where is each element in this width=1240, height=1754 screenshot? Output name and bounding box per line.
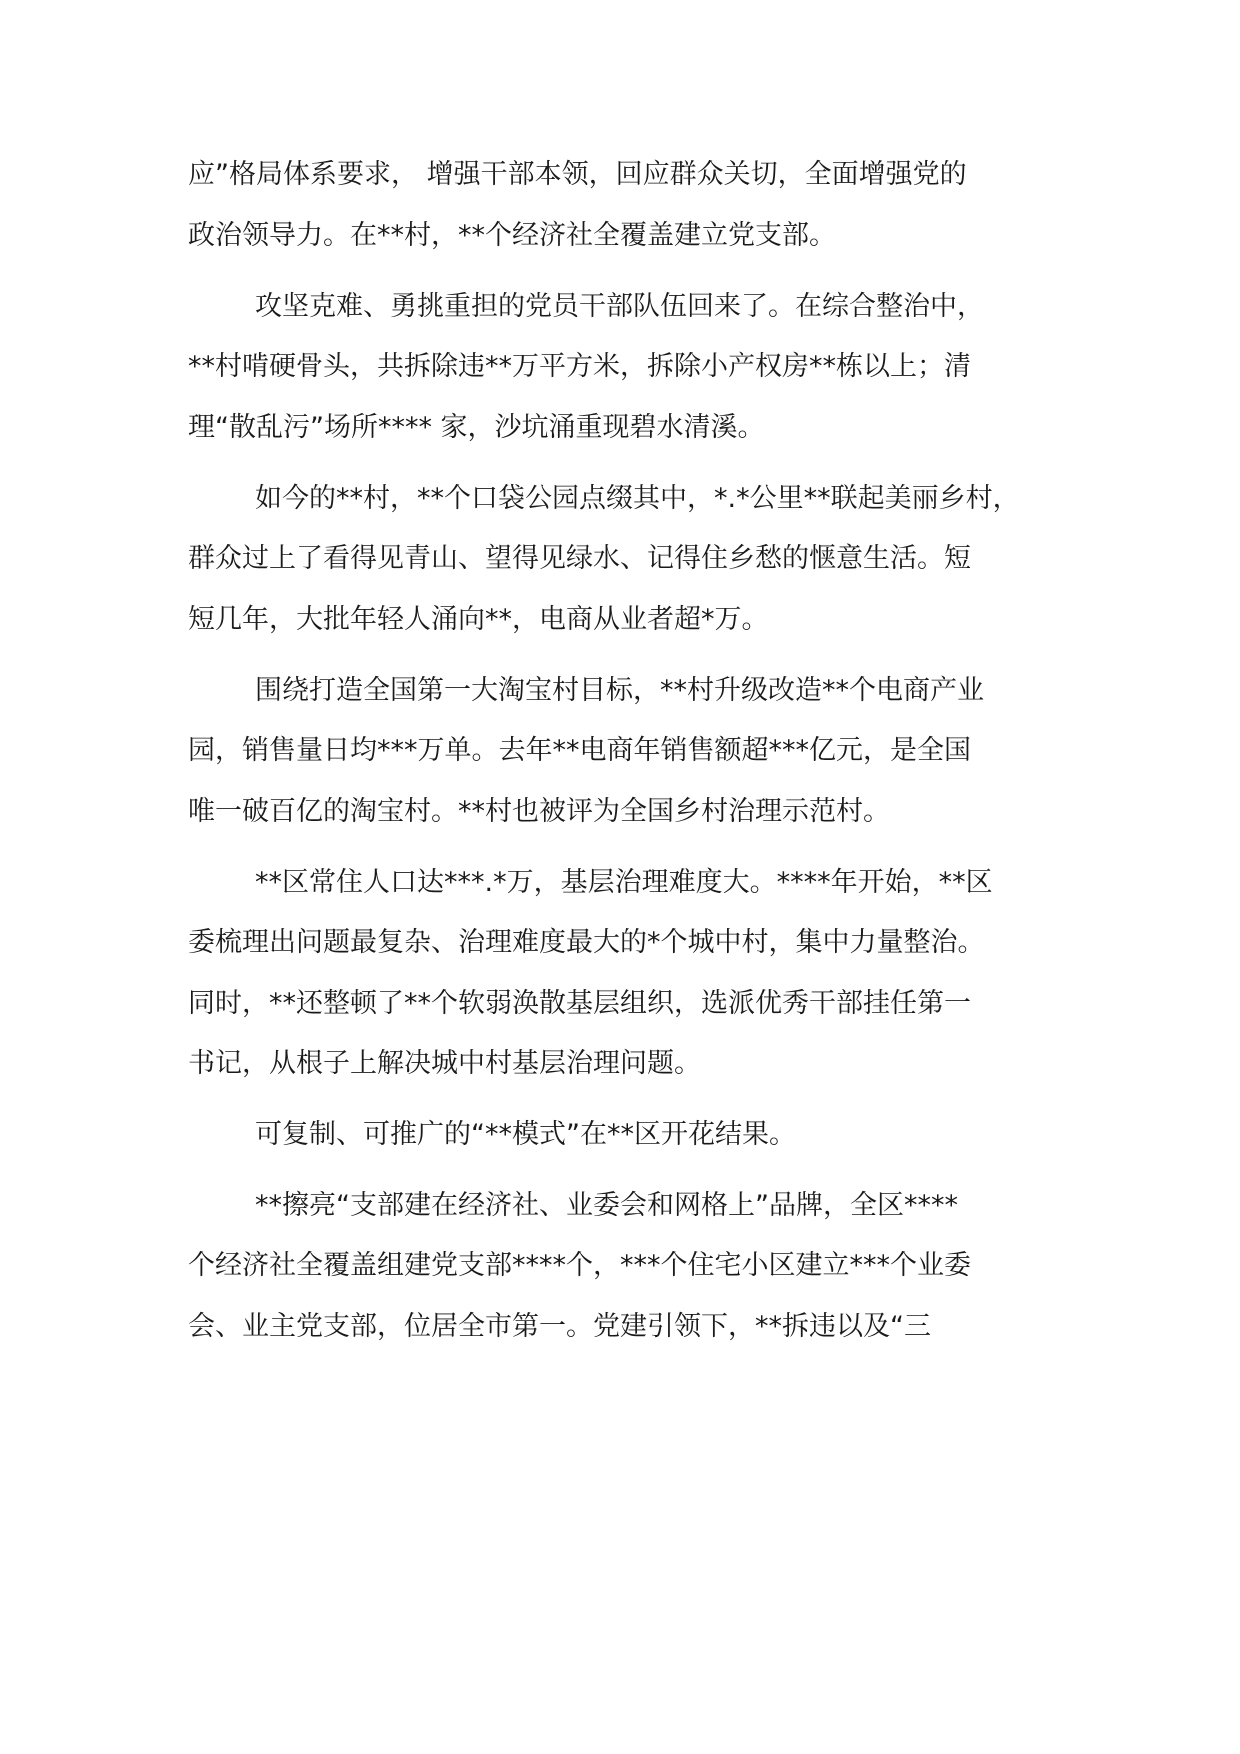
paragraph-2-line-3: 理“散乱污”场所**** 家，沙坑涌重现碧水清溪。 (188, 412, 765, 443)
paragraph-5-line-4: 书记，从根子上解决城中村基层治理问题。 (188, 1048, 701, 1079)
paragraph-5-line-1: **区常住人口达***.*万，基层治理难度大。****年开始，**区 (255, 867, 993, 898)
paragraph-7-line-1: **擦亮“支部建在经济社、业委会和网格上”品牌，全区**** (255, 1190, 958, 1221)
paragraph-6-line-1: 可复制、可推广的“**模式”在**区开花结果。 (255, 1119, 796, 1150)
paragraph-5-line-3: 同时，**还整顿了**个软弱涣散基层组织，选派优秀干部挂任第一 (188, 988, 971, 1019)
paragraph-5-line-2: 委梳理出问题最复杂、治理难度最大的*个城中村，集中力量整治。 (188, 927, 985, 958)
paragraph-4-line-1: 围绕打造全国第一大淘宝村目标，**村升级改造**个电商产业 (255, 675, 984, 706)
paragraph-4-line-2: 园，销售量日均***万单。去年**电商年销售额超***亿元，是全国 (188, 735, 971, 766)
paragraph-3-line-2: 群众过上了看得见青山、望得见绿水、记得住乡愁的惬意生活。短 (188, 543, 971, 574)
paragraph-7-line-3: 会、业主党支部，位居全市第一。党建引领下，**拆违以及“三 (188, 1311, 931, 1342)
paragraph-7-line-2: 个经济社全覆盖组建党支部****个，***个住宅小区建立***个业委 (188, 1250, 971, 1281)
paragraph-1-line-2: 政治领导力。在**村，**个经济社全覆盖建立党支部。 (188, 220, 836, 251)
paragraph-3-line-3: 短几年，大批年轻人涌向**，电商从业者超*万。 (188, 604, 769, 635)
paragraph-2-line-1: 攻坚克难、勇挑重担的党员干部队伍回来了。在综合整治中， (255, 291, 984, 322)
paragraph-3-line-1: 如今的**村，**个口袋公园点缀其中，*.*公里**联起美丽乡村， (255, 483, 1020, 514)
paragraph-4-line-3: 唯一破百亿的淘宝村。**村也被评为全国乡村治理示范村。 (188, 796, 890, 827)
paragraph-1-line-1: 应”格局体系要求， 增强干部本领，回应群众关切，全面增强党的 (188, 159, 967, 190)
paragraph-2-line-2: **村啃硬骨头，共拆除违**万平方米，拆除小产权房**栋以上；清 (188, 351, 971, 382)
